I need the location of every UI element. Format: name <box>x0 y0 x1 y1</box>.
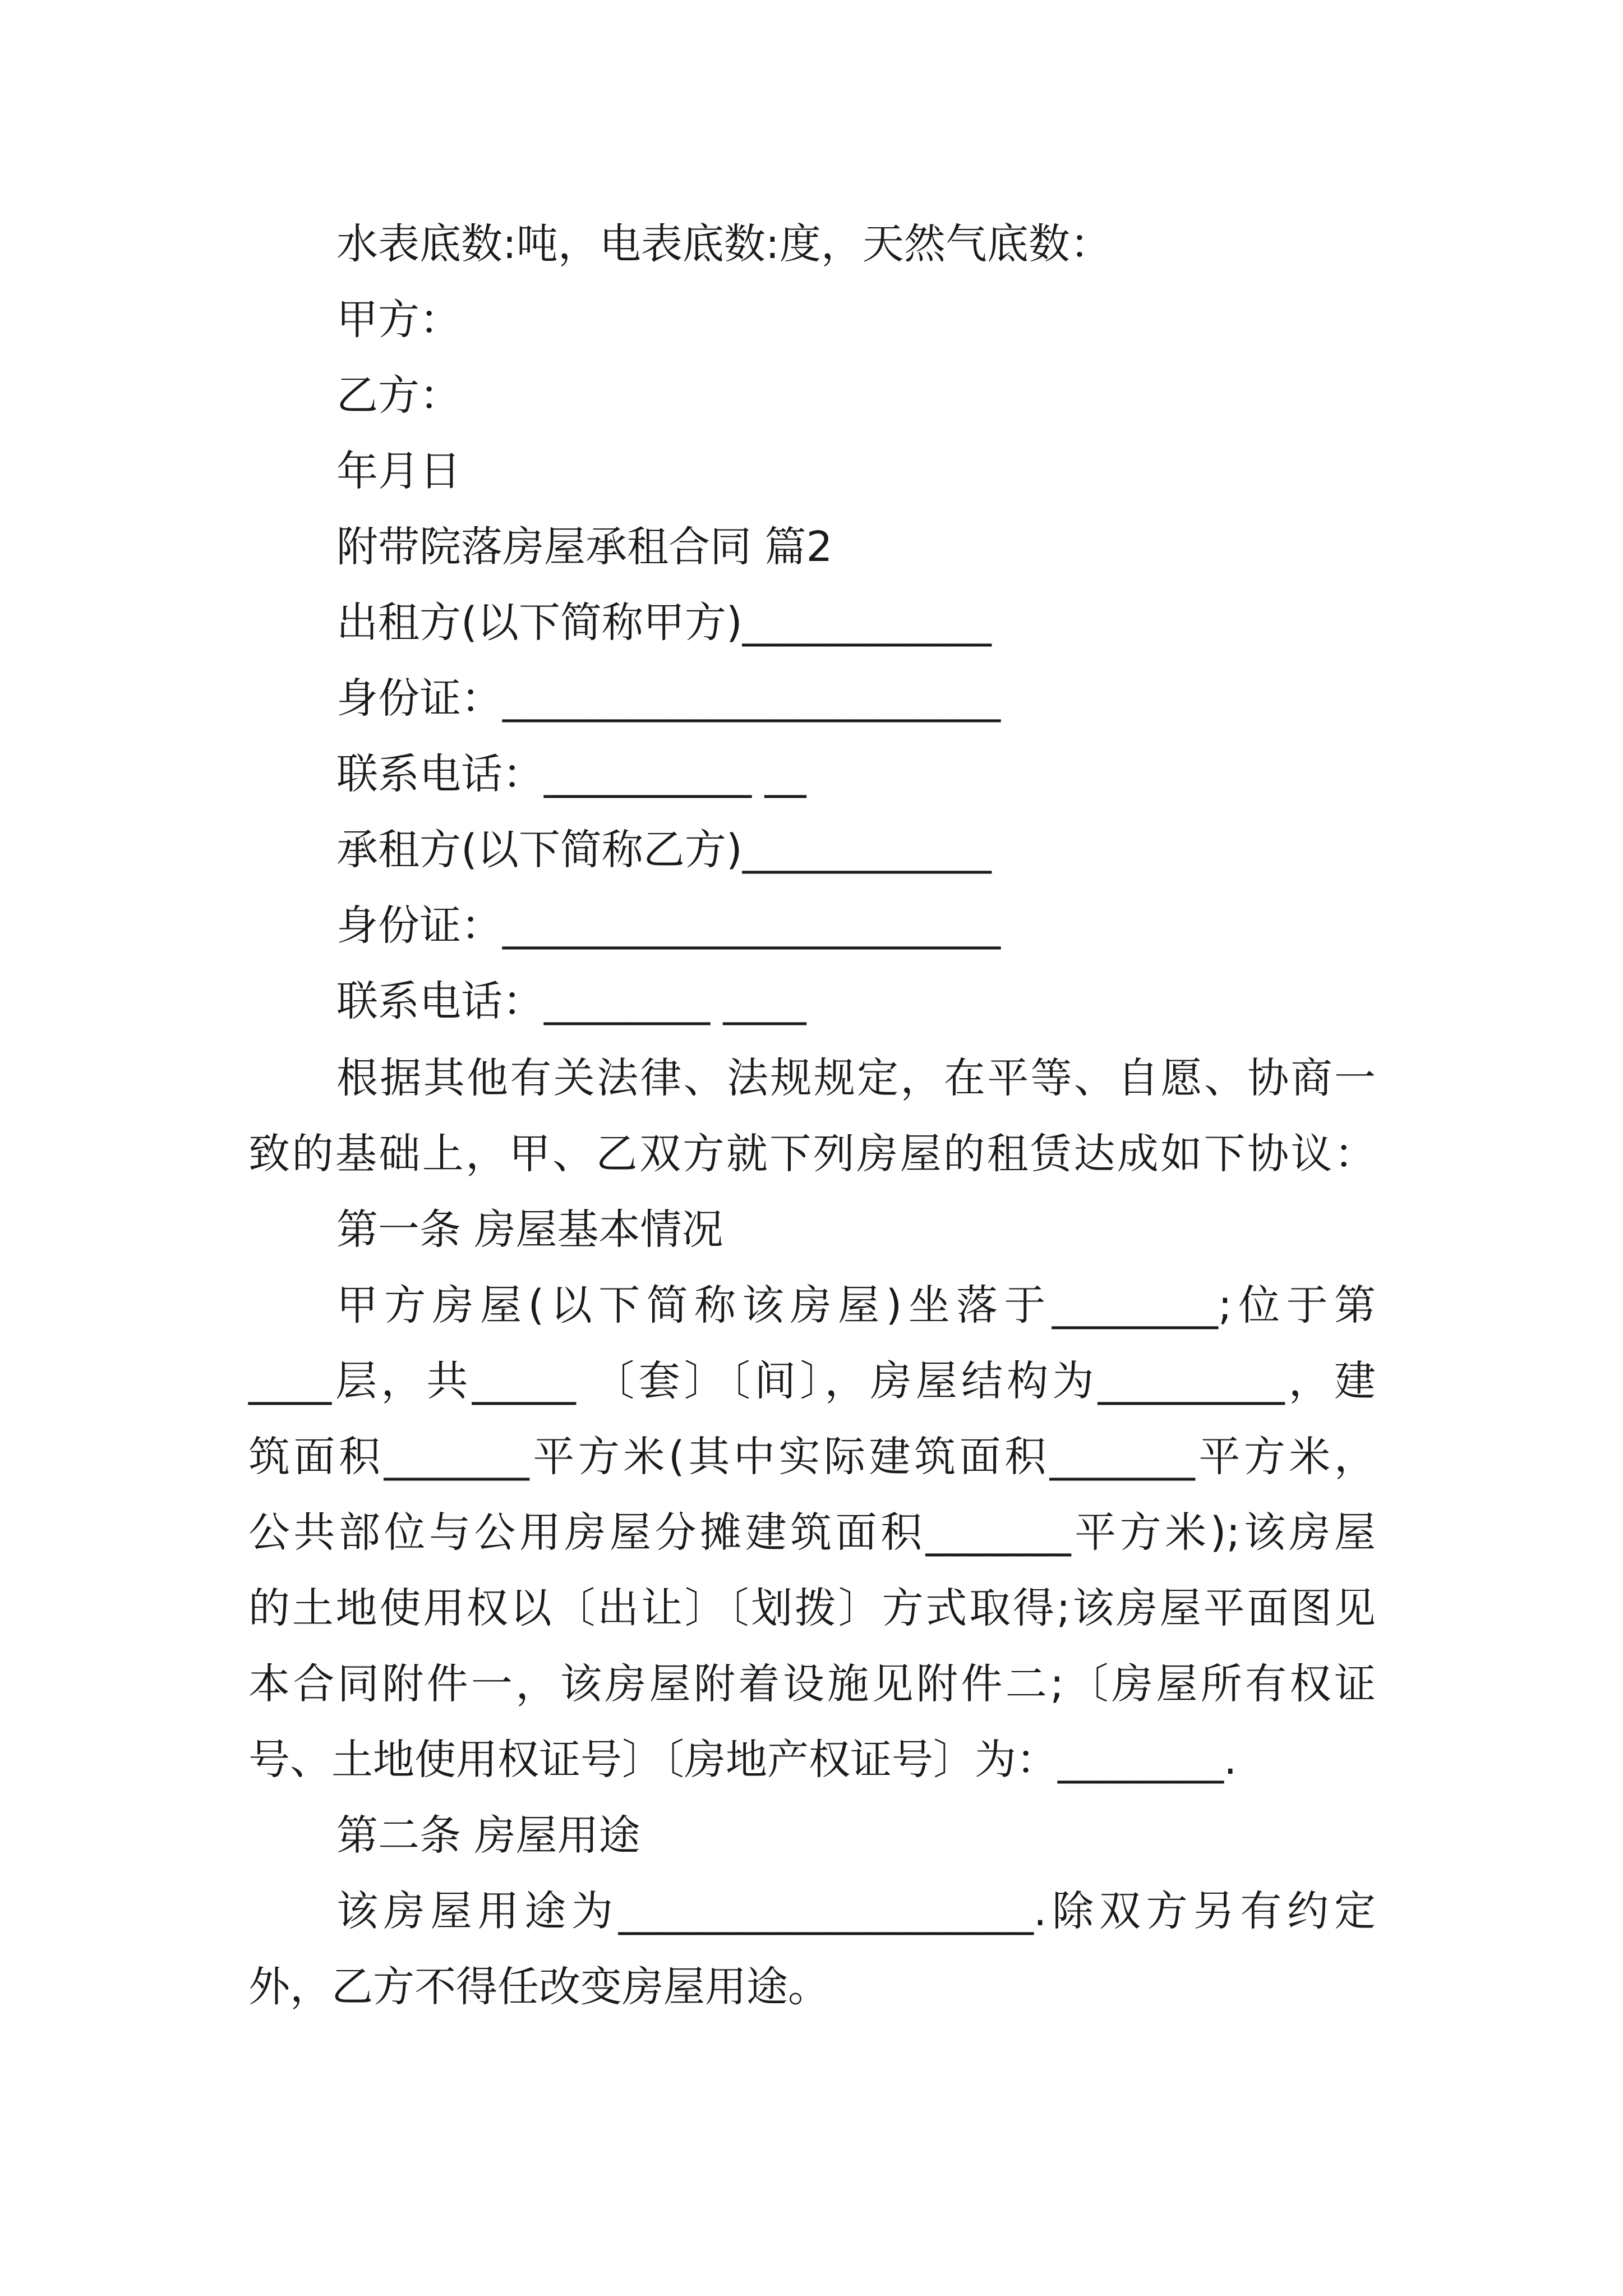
lessee-line: 承租方(以下简称乙方)____________ <box>336 826 992 874</box>
lessor-id-line: 身份证：________________________ <box>336 674 1000 723</box>
party-b-signature-line: 乙方： <box>336 371 461 420</box>
article-1-line-4: 公共部位与公用房屋分摊建筑面积_______平方米);该房屋 <box>248 1508 1376 1557</box>
lessor-line: 出租方(以下简称甲方)____________ <box>336 599 992 647</box>
article-1-line-3: 筑面积_______平方米(其中实际建筑面积_______平方米， <box>248 1433 1376 1481</box>
party-a-signature-line: 甲方： <box>336 296 461 344</box>
article-1-line-6: 本合同附件一，该房屋附着设施见附件二;〔房屋所有权证 <box>248 1660 1376 1708</box>
article-1-line-7: 号、土地使用权证号〕〔房地产权证号〕为：________. <box>248 1736 1237 1784</box>
article-2-heading: 第二条 房屋用途 <box>336 1811 640 1860</box>
contract-title: 附带院落房屋承租合同 篇2 <box>336 523 833 571</box>
intro-paragraph-line-1: 根据其他有关法律、法规规定，在平等、自愿、协商一 <box>336 1054 1376 1102</box>
article-1-heading: 第一条 房屋基本情况 <box>336 1205 723 1254</box>
intro-paragraph-line-2: 致的基础上，甲、乙双方就下列房屋的租赁达成如下协议： <box>248 1130 1376 1178</box>
meter-readings-line: 水表底数:吨，电表底数:度，天然气底数： <box>336 220 1112 268</box>
lessor-phone-line: 联系电话：__________ __ <box>336 750 806 798</box>
article-2-line-1: 该房屋用途为____________________.除双方另有约定 <box>336 1887 1376 1935</box>
lessee-phone-line: 联系电话：________ ____ <box>336 977 806 1025</box>
article-1-line-2: ____层，共_____ 〔套〕〔间〕，房屋结构为_________，建 <box>248 1357 1376 1405</box>
date-line: 年月日 <box>336 447 461 495</box>
article-1-line-5: 的土地使用权以〔出让〕〔划拨〕方式取得;该房屋平面图见 <box>248 1584 1376 1632</box>
lessee-id-line: 身份证：________________________ <box>336 901 1000 950</box>
article-2-line-2: 外，乙方不得任改变房屋用途。 <box>248 1963 829 2011</box>
article-1-line-1: 甲方房屋(以下简称该房屋)坐落于________;位于第 <box>336 1281 1376 1329</box>
